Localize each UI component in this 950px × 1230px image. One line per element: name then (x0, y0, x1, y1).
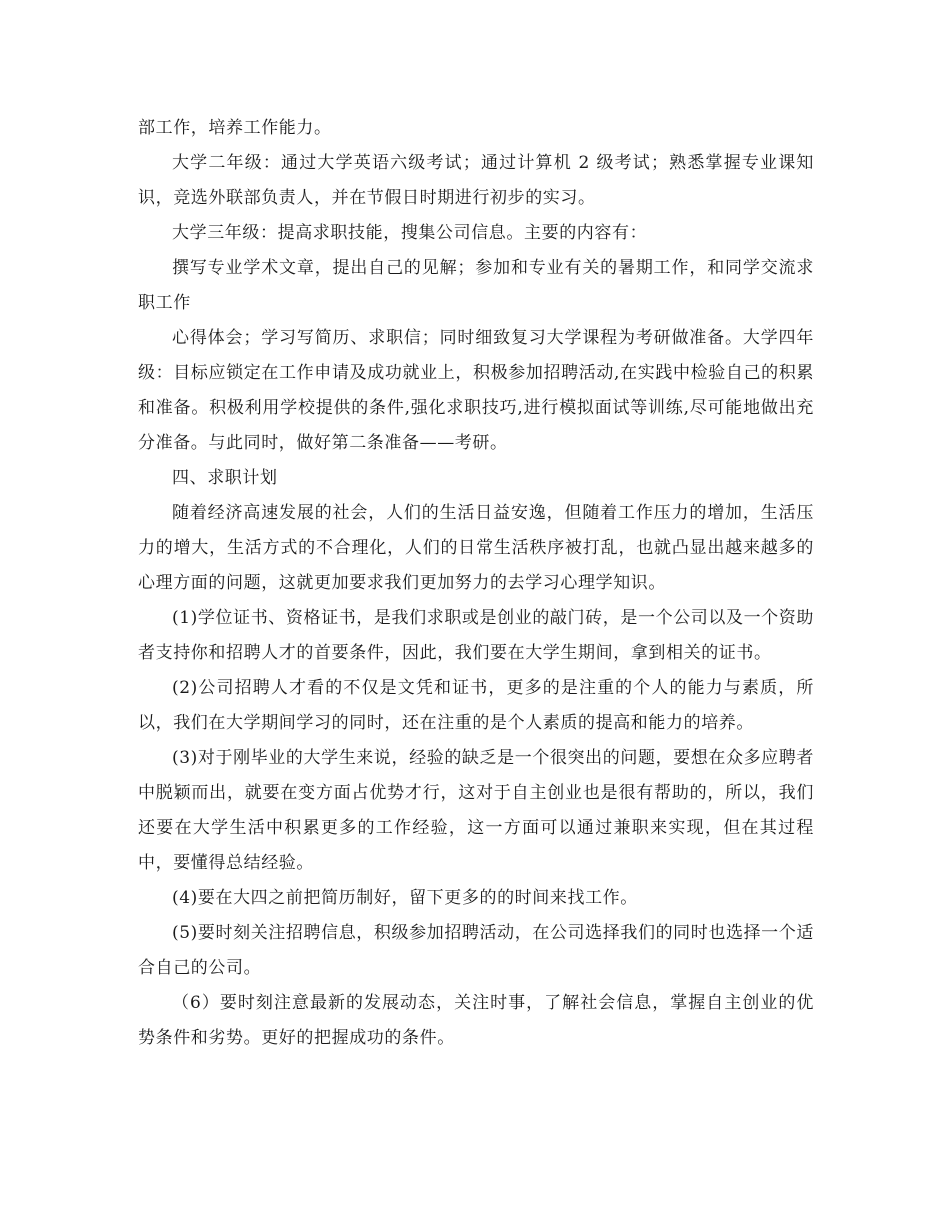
list-item: (1)学位证书、资格证书，是我们求职或是创业的敲门砖，是一个公司以及一个资助者支持你和招聘人才的首要条件，因此，我们要在大学生期间，拿到相关的证书。 (138, 608, 814, 663)
paragraph: 心得体会；学习写简历、求职信；同时细致复习大学课程为考研做准备。大学四年级：目标应锁定在工作申请及成功就业上，积极参加招聘活动,在实践中检验自己的积累和准备。积极利用学校提供的条件,强化求职技巧,进行模拟面试等训练,尽可能地做出充分准备。与此同时，做好第二条准备——考研。 (138, 328, 814, 453)
paragraph: 大学三年级：提高求职技能，搜集公司信息。主要的内容有： (172, 223, 648, 243)
list-item: (5)要时刻关注招聘信息，积级参加招聘活动，在公司选择我们的同时也选择一个适合自己的公司。 (138, 923, 814, 978)
paragraph: 大学二年级：通过大学英语六级考试；通过计算机 2 级考试；熟悉掌握专业课知识，竞选外联部负责人，并在节假日时期进行初步的实习。 (138, 153, 814, 208)
paragraph: 部工作，培养工作能力。 (138, 118, 332, 138)
paragraph: 随着经济高速发展的社会，人们的生活日益安逸，但随着工作压力的增加，生活压力的增大，生活方式的不合理化，人们的日常生活秩序被打乱，也就凸显出越来越多的心理方面的问题，这就更加要求我们更加努力的去学习心理学知识。 (138, 503, 814, 593)
paragraph: 撰写专业学术文章，提出自己的见解；参加和专业有关的暑期工作，和同学交流求职工作 (138, 258, 814, 313)
list-item: (4)要在大四之前把简历制好，留下更多的的时间来找工作。 (172, 888, 638, 908)
section-heading: 四、求职计划 (172, 468, 278, 488)
list-item: （6）要时刻注意最新的发展动态，关注时事，了解社会信息，掌握自主创业的优势条件和劣势。更好的把握成功的条件。 (138, 993, 814, 1048)
list-item: (3)对于刚毕业的大学生来说，经验的缺乏是一个很突出的问题，要想在众多应聘者中脱颖而出，就要在变方面占优势才行，这对于自主创业也是很有帮助的，所以，我们还要在大学生活中积累更多的工作经验，这一方面可以通过兼职来实现，但在其过程中，要懂得总结经验。 (138, 748, 814, 873)
list-item: (2)公司招聘人才看的不仅是文凭和证书，更多的是注重的个人的能力与素质，所以，我们在大学期间学习的同时，还在注重的是个人素质的提高和能力的培养。 (138, 678, 814, 733)
document-body (138, 111, 814, 1056)
